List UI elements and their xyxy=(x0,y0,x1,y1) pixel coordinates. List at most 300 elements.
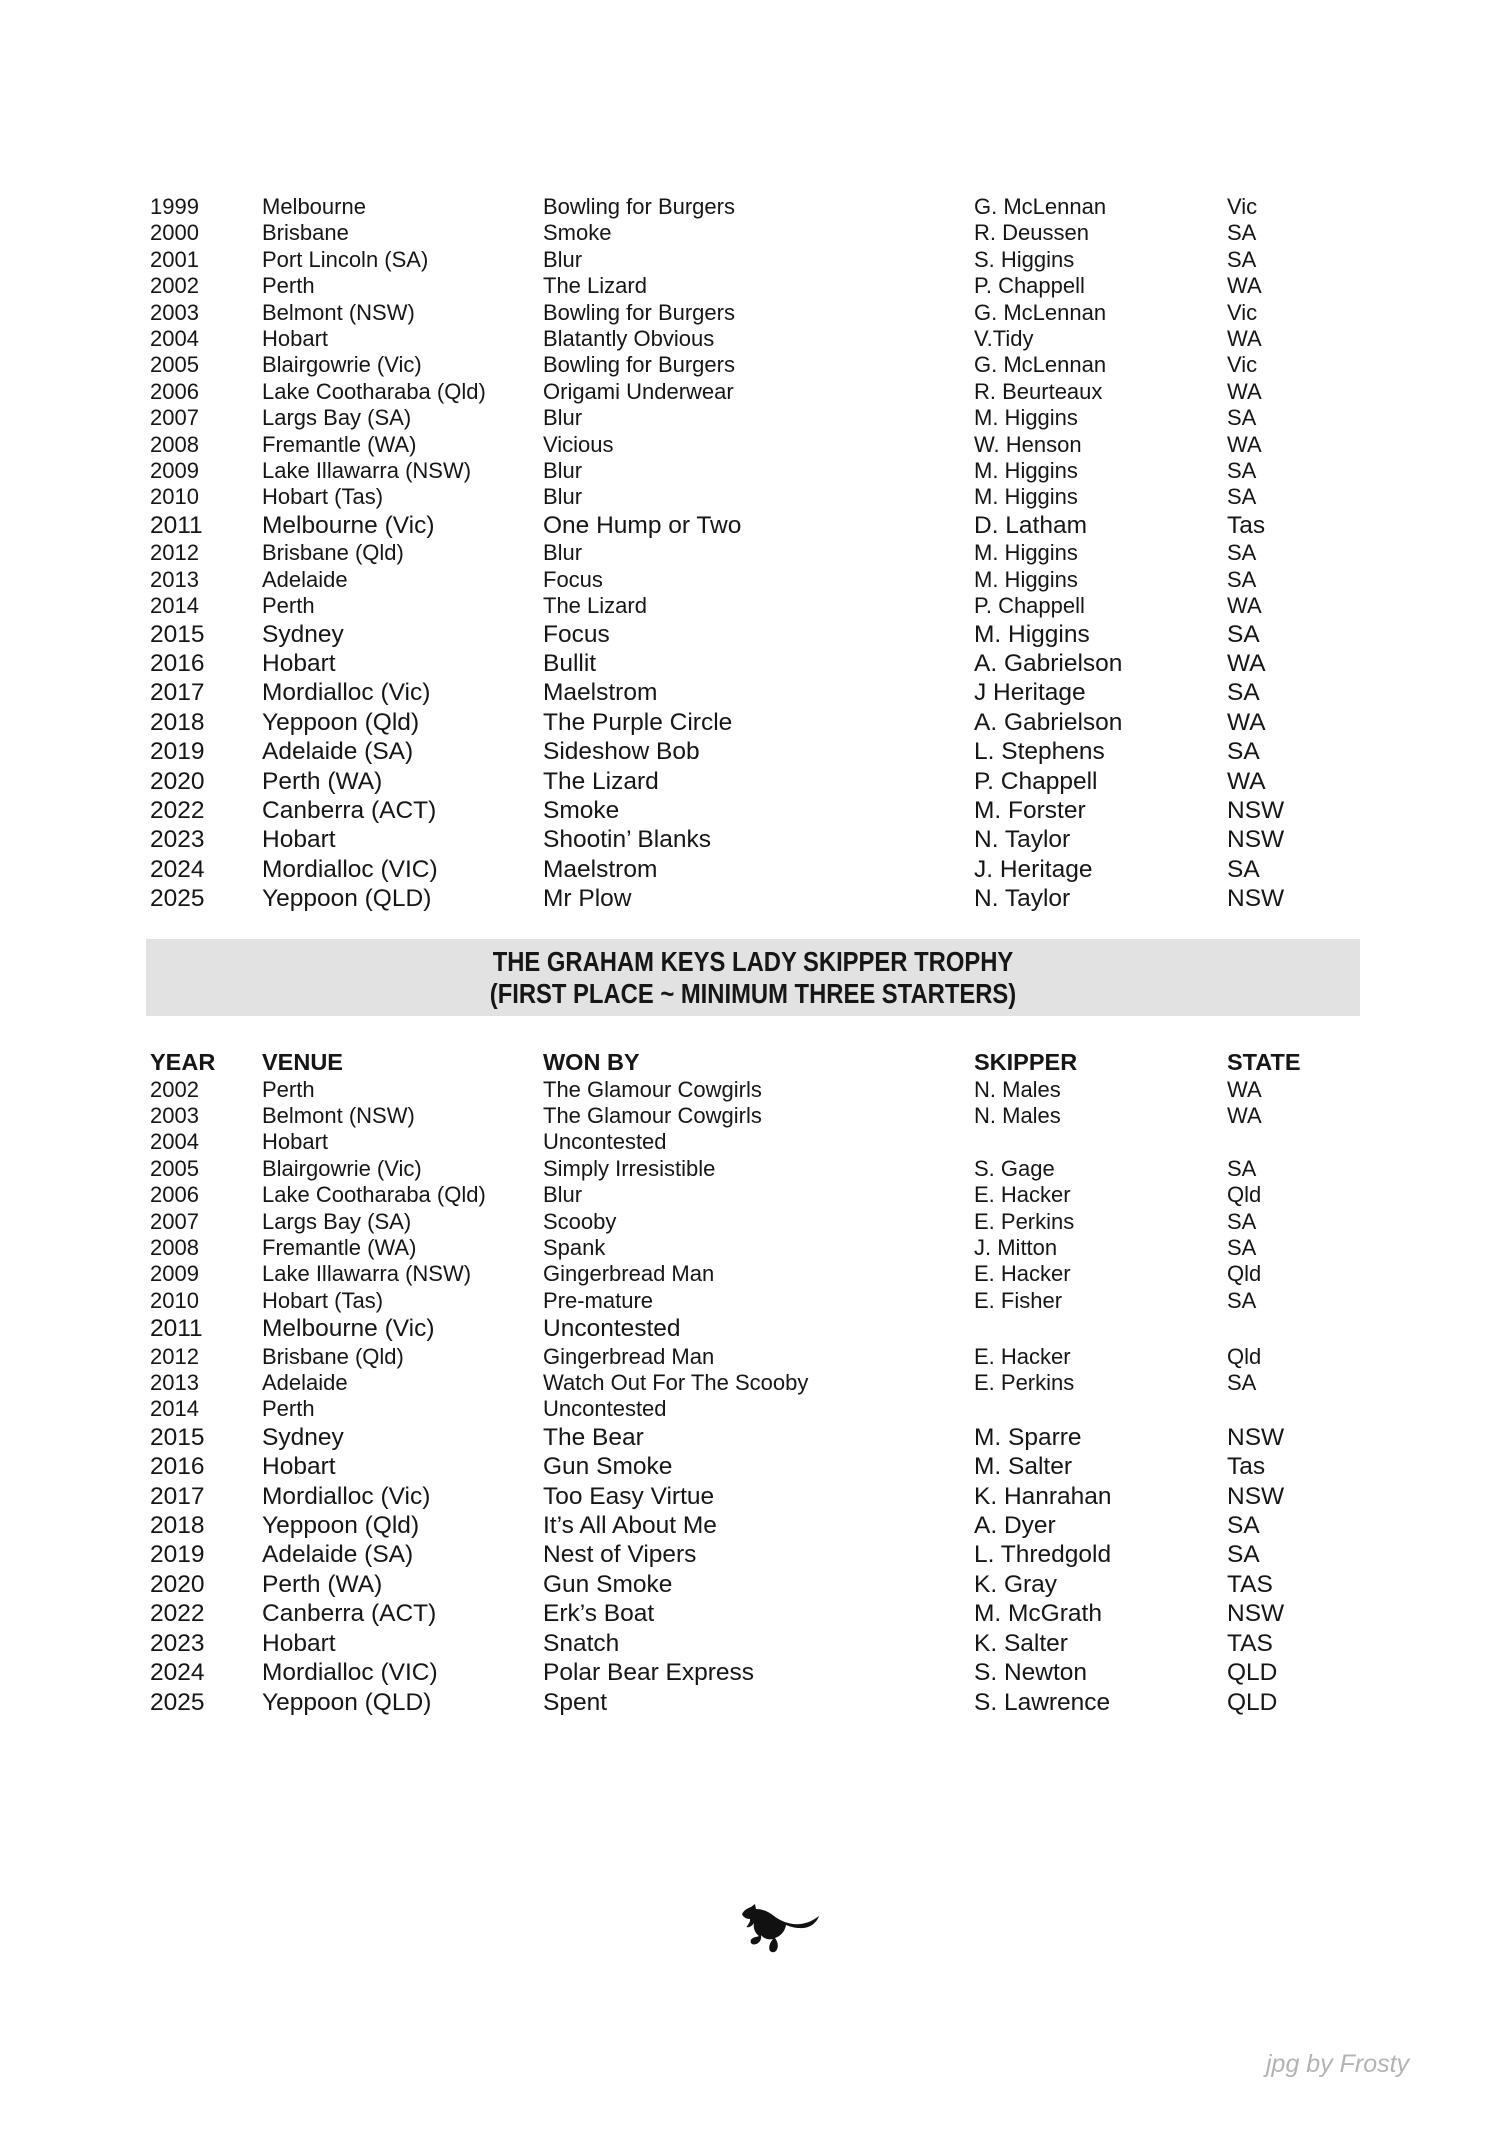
skipper-cell: N. Taylor xyxy=(974,826,1071,854)
year-cell: 2007 xyxy=(150,1208,199,1234)
table-row xyxy=(150,326,1360,352)
skipper-cell: S. Gage xyxy=(974,1155,1055,1181)
table-row xyxy=(150,1077,1360,1103)
skipper-cell: E. Perkins xyxy=(974,1208,1075,1234)
year-cell: 2009 xyxy=(150,458,199,484)
state-cell: SA xyxy=(1227,246,1257,272)
table-row xyxy=(150,247,1360,273)
state-cell: SA xyxy=(1227,540,1257,566)
year-cell: 2018 xyxy=(150,708,205,736)
table-row xyxy=(150,796,1360,825)
won-by-cell: Bowling for Burgers xyxy=(543,194,735,219)
table-row xyxy=(150,194,1360,220)
venue-cell: Brisbane (Qld) xyxy=(262,1343,404,1369)
won-by-cell: Blur xyxy=(543,246,583,272)
venue-cell: Perth xyxy=(262,593,315,619)
won-by-cell: Smoke xyxy=(543,220,612,246)
venue-cell: Brisbane (Qld) xyxy=(262,540,404,566)
venue-cell: Melbourne (Vic) xyxy=(262,511,435,539)
venue-cell: Belmont (NSW) xyxy=(262,299,415,325)
won-by-cell: Gingerbread Man xyxy=(543,1343,715,1369)
skipper-cell: J. Mitton xyxy=(974,1235,1058,1260)
won-by-column-header: WON BY xyxy=(543,1048,640,1075)
state-cell: SA xyxy=(1227,855,1260,883)
venue-cell: Perth (WA) xyxy=(262,1570,383,1598)
skipper-cell: M. Higgins xyxy=(974,620,1090,648)
venue-cell: Hobart (Tas) xyxy=(262,484,384,510)
venue-cell: Largs Bay (SA) xyxy=(262,1208,412,1234)
skipper-cell: M. Higgins xyxy=(974,540,1078,566)
state-cell: SA xyxy=(1227,1512,1260,1540)
year-cell: 2017 xyxy=(150,1482,205,1510)
table-row xyxy=(150,1288,1360,1314)
year-cell: 2007 xyxy=(150,405,199,431)
skipper-cell: P. Chappell xyxy=(974,593,1085,619)
year-cell: 2001 xyxy=(150,246,199,272)
venue-cell: Adelaide xyxy=(262,1370,348,1396)
table-row xyxy=(150,737,1360,766)
state-cell: QLD xyxy=(1227,1688,1278,1716)
table-row xyxy=(150,484,1360,510)
skipper-cell: M. Higgins xyxy=(974,566,1078,592)
won-by-cell: Gingerbread Man xyxy=(543,1261,715,1287)
table-row xyxy=(150,1235,1360,1261)
state-cell: NSW xyxy=(1227,826,1285,854)
skipper-cell: A. Dyer xyxy=(974,1512,1056,1540)
won-by-cell: Gun Smoke xyxy=(543,1453,673,1481)
skipper-cell: P. Chappell xyxy=(974,273,1085,299)
year-cell: 2004 xyxy=(150,326,199,352)
state-cell: NSW xyxy=(1227,1482,1285,1510)
state-cell: SA xyxy=(1227,1235,1257,1260)
state-cell: TAS xyxy=(1227,1570,1273,1598)
venue-cell: Yeppoon (QLD) xyxy=(262,1688,432,1716)
year-cell: 2025 xyxy=(150,1688,205,1716)
venue-cell: Adelaide (SA) xyxy=(262,738,414,766)
year-cell: 2023 xyxy=(150,826,205,854)
skipper-cell: A. Gabrielson xyxy=(974,708,1123,736)
skipper-cell: J. Heritage xyxy=(974,855,1093,883)
year-cell: 2010 xyxy=(150,1287,199,1313)
won-by-cell: Scooby xyxy=(543,1208,617,1234)
table-row xyxy=(150,1658,1360,1687)
state-cell xyxy=(1227,1314,1360,1343)
won-by-cell: Bowling for Burgers xyxy=(543,299,735,325)
state-cell: NSW xyxy=(1227,885,1285,913)
skipper-cell: A. Gabrielson xyxy=(974,649,1123,677)
venue-cell: Blairgowrie (Vic) xyxy=(262,1155,422,1181)
won-by-cell: The Lizard xyxy=(543,767,659,795)
table-row xyxy=(150,352,1360,378)
won-by-cell: Pre-mature xyxy=(543,1287,654,1313)
won-by-cell: Blatantly Obvious xyxy=(543,326,715,352)
won-by-cell: Watch Out For The Scooby xyxy=(543,1370,809,1396)
venue-cell: Yeppoon (Qld) xyxy=(262,1512,420,1540)
venue-cell: Hobart xyxy=(262,1129,329,1155)
venue-cell: Hobart xyxy=(262,326,329,352)
year-cell: 2006 xyxy=(150,1182,199,1208)
won-by-cell: Too Easy Virtue xyxy=(543,1482,715,1510)
table-row xyxy=(150,1314,1360,1343)
state-cell: SA xyxy=(1227,484,1257,510)
venue-cell: Lake Cootharaba (Qld) xyxy=(262,378,486,404)
venue-cell: Hobart xyxy=(262,1629,336,1657)
venue-cell: Yeppoon (Qld) xyxy=(262,708,420,736)
year-cell: 2023 xyxy=(150,1629,205,1657)
table-row xyxy=(150,1370,1360,1396)
won-by-cell: Spent xyxy=(543,1688,608,1716)
won-by-cell: Origami Underwear xyxy=(543,378,734,404)
state-cell: Qld xyxy=(1227,1261,1262,1287)
skipper-cell: D. Latham xyxy=(974,511,1088,539)
year-cell: 2020 xyxy=(150,1570,205,1598)
state-cell: SA xyxy=(1227,220,1257,246)
table-row xyxy=(150,567,1360,593)
table-row xyxy=(150,273,1360,299)
table-row xyxy=(150,884,1360,913)
won-by-cell: Uncontested xyxy=(543,1129,667,1155)
venue-cell: Mordialloc (Vic) xyxy=(262,1482,431,1510)
state-cell: NSW xyxy=(1227,1600,1285,1628)
skipper-cell: R. Deussen xyxy=(974,220,1089,246)
state-cell: SA xyxy=(1227,1541,1260,1569)
year-cell: 2017 xyxy=(150,679,205,707)
skipper-cell: M. Higgins xyxy=(974,405,1078,431)
venue-cell: Sydney xyxy=(262,620,344,648)
trophy-banner xyxy=(146,939,1360,1016)
year-cell: 1999 xyxy=(150,194,199,219)
year-cell: 2024 xyxy=(150,1659,205,1687)
won-by-cell: Nest of Vipers xyxy=(543,1541,697,1569)
won-by-cell: Gun Smoke xyxy=(543,1570,673,1598)
skipper-column-header: SKIPPER xyxy=(974,1048,1078,1075)
venue-cell: Melbourne (Vic) xyxy=(262,1315,435,1343)
year-cell: 2024 xyxy=(150,855,205,883)
venue-cell: Mordialloc (VIC) xyxy=(262,855,438,883)
year-cell: 2014 xyxy=(150,1396,199,1422)
year-cell: 2020 xyxy=(150,767,205,795)
state-cell: WA xyxy=(1227,708,1266,736)
table-row xyxy=(150,1423,1360,1452)
kangaroo-icon xyxy=(737,1903,819,1955)
won-by-cell: One Hump or Two xyxy=(543,511,742,539)
venue-cell: Perth xyxy=(262,273,315,299)
table-row xyxy=(150,649,1360,678)
won-by-cell: Uncontested xyxy=(543,1396,667,1422)
won-by-cell: Snatch xyxy=(543,1629,620,1657)
won-by-cell: Blur xyxy=(543,458,583,484)
skipper-cell: G. McLennan xyxy=(974,194,1107,219)
year-cell: 2011 xyxy=(150,511,203,539)
won-by-cell: Spank xyxy=(543,1235,606,1260)
won-by-cell: Focus xyxy=(543,620,610,648)
state-cell: WA xyxy=(1227,767,1266,795)
state-column-header: STATE xyxy=(1227,1048,1301,1075)
state-cell xyxy=(1227,1396,1360,1422)
skipper-cell: G. McLennan xyxy=(974,299,1107,325)
year-cell: 2022 xyxy=(150,796,205,824)
trophy-banner-title: THE GRAHAM KEYS LADY SKIPPER TROPHY xyxy=(492,945,1014,977)
venue-column-header: VENUE xyxy=(262,1048,343,1075)
won-by-cell: Polar Bear Express xyxy=(543,1659,755,1687)
skipper-cell: S. Higgins xyxy=(974,246,1075,272)
year-cell: 2010 xyxy=(150,484,199,510)
won-by-cell: The Glamour Cowgirls xyxy=(543,1076,762,1102)
table-row xyxy=(150,300,1360,326)
year-cell: 2000 xyxy=(150,220,199,246)
state-cell: SA xyxy=(1227,405,1257,431)
venue-cell: Yeppoon (QLD) xyxy=(262,885,432,913)
won-by-cell: Simply Irresistible xyxy=(543,1155,716,1181)
table-row xyxy=(150,1540,1360,1569)
won-by-cell: Focus xyxy=(543,566,603,592)
won-by-cell: Vicious xyxy=(543,431,614,457)
skipper-cell xyxy=(974,1396,1227,1422)
skipper-cell: L. Thredgold xyxy=(974,1541,1112,1569)
skipper-cell xyxy=(974,1314,1227,1343)
venue-cell: Hobart (Tas) xyxy=(262,1287,384,1313)
year-cell: 2008 xyxy=(150,431,199,457)
venue-cell: Canberra (ACT) xyxy=(262,796,437,824)
watermark-credit: jpg by Frosty xyxy=(1266,2050,1410,2078)
won-by-cell: Maelstrom xyxy=(543,679,658,707)
won-by-cell: Maelstrom xyxy=(543,855,658,883)
table-row xyxy=(150,678,1360,707)
table-row xyxy=(150,1452,1360,1481)
skipper-cell xyxy=(974,1129,1227,1155)
table-row xyxy=(150,825,1360,854)
year-cell: 2003 xyxy=(150,1102,199,1128)
state-cell: WA xyxy=(1227,1076,1262,1102)
venue-cell: Hobart xyxy=(262,826,336,854)
won-by-cell: The Lizard xyxy=(543,593,647,619)
year-cell: 2025 xyxy=(150,885,205,913)
year-cell: 2005 xyxy=(150,352,199,378)
state-cell xyxy=(1227,1129,1360,1155)
table-row xyxy=(150,379,1360,405)
state-cell: SA xyxy=(1227,1370,1257,1396)
venue-cell: Adelaide xyxy=(262,566,348,592)
year-cell: 2005 xyxy=(150,1155,199,1181)
skipper-cell: K. Hanrahan xyxy=(974,1482,1112,1510)
state-cell: WA xyxy=(1227,649,1266,677)
table-row xyxy=(150,1156,1360,1182)
state-cell: WA xyxy=(1227,431,1262,457)
table-row xyxy=(150,708,1360,737)
year-cell: 2019 xyxy=(150,1541,205,1569)
year-cell: 2013 xyxy=(150,566,199,592)
state-cell: Vic xyxy=(1227,352,1258,378)
state-cell: SA xyxy=(1227,1287,1257,1313)
skipper-cell: N. Males xyxy=(974,1102,1061,1128)
won-by-cell: It’s All About Me xyxy=(543,1512,717,1540)
state-cell: WA xyxy=(1227,593,1262,619)
year-cell: 2012 xyxy=(150,540,199,566)
won-by-cell: Smoke xyxy=(543,796,620,824)
venue-cell: Mordialloc (VIC) xyxy=(262,1659,438,1687)
state-cell: QLD xyxy=(1227,1659,1278,1687)
state-cell: SA xyxy=(1227,566,1257,592)
table-row xyxy=(150,620,1360,649)
table-row xyxy=(150,458,1360,484)
skipper-cell: S. Newton xyxy=(974,1659,1088,1687)
won-by-cell: The Lizard xyxy=(543,273,647,299)
skipper-cell: M. Sparre xyxy=(974,1423,1082,1451)
table-row xyxy=(150,593,1360,619)
venue-cell: Fremantle (WA) xyxy=(262,1235,417,1260)
state-cell: SA xyxy=(1227,679,1260,707)
skipper-cell: M. Higgins xyxy=(974,458,1078,484)
venue-cell: Hobart xyxy=(262,649,336,677)
skipper-cell: M. Forster xyxy=(974,796,1086,824)
won-by-cell: Mr Plow xyxy=(543,885,632,913)
year-cell: 2011 xyxy=(150,1315,203,1343)
venue-cell: Hobart xyxy=(262,1453,336,1481)
year-cell: 2019 xyxy=(150,738,205,766)
year-cell: 2014 xyxy=(150,593,199,619)
trophy-banner-subtitle: (FIRST PLACE ~ MINIMUM THREE STARTERS) xyxy=(489,977,1017,1009)
year-cell: 2009 xyxy=(150,1261,199,1287)
skipper-cell: E. Hacker xyxy=(974,1261,1071,1287)
table-row xyxy=(150,220,1360,246)
page-content xyxy=(146,0,1360,1717)
state-cell: NSW xyxy=(1227,796,1285,824)
venue-cell: Lake Cootharaba (Qld) xyxy=(262,1182,486,1208)
year-cell: 2003 xyxy=(150,299,199,325)
state-cell: SA xyxy=(1227,1208,1257,1234)
skipper-cell: W. Henson xyxy=(974,431,1082,457)
venue-cell: Sydney xyxy=(262,1423,344,1451)
venue-cell: Perth xyxy=(262,1076,315,1102)
year-cell: 2004 xyxy=(150,1129,199,1155)
lady-skipper-results-table xyxy=(146,1049,1360,1717)
skipper-cell: R. Beurteaux xyxy=(974,378,1103,404)
table-row xyxy=(150,540,1360,566)
year-cell: 2016 xyxy=(150,1453,205,1481)
state-cell: Tas xyxy=(1227,1453,1266,1481)
year-cell: 2012 xyxy=(150,1343,199,1369)
state-cell: Qld xyxy=(1227,1343,1262,1369)
state-cell: NSW xyxy=(1227,1423,1285,1451)
year-cell: 2008 xyxy=(150,1235,199,1260)
venue-cell: Lake Illawarra (NSW) xyxy=(262,1261,472,1287)
won-by-cell: Shootin’ Blanks xyxy=(543,826,711,854)
skipper-cell: E. Fisher xyxy=(974,1287,1063,1313)
state-cell: TAS xyxy=(1227,1629,1273,1657)
won-by-cell: The Glamour Cowgirls xyxy=(543,1102,762,1128)
venue-cell: Mordialloc (Vic) xyxy=(262,679,431,707)
skipper-cell: N. Taylor xyxy=(974,885,1071,913)
table-row xyxy=(150,1182,1360,1208)
year-cell: 2015 xyxy=(150,1423,205,1451)
table-row xyxy=(150,1688,1360,1717)
skipper-cell: M. McGrath xyxy=(974,1600,1102,1628)
won-by-cell: Bowling for Burgers xyxy=(543,352,735,378)
table-row xyxy=(150,1344,1360,1370)
venue-cell: Blairgowrie (Vic) xyxy=(262,352,422,378)
venue-cell: Lake Illawarra (NSW) xyxy=(262,458,472,484)
skipper-cell: K. Salter xyxy=(974,1629,1068,1657)
state-cell: Qld xyxy=(1227,1182,1262,1208)
state-cell: WA xyxy=(1227,326,1262,352)
table-row xyxy=(150,1261,1360,1287)
year-cell: 2015 xyxy=(150,620,205,648)
won-by-cell: Uncontested xyxy=(543,1315,681,1343)
table-row xyxy=(150,1482,1360,1511)
skipper-cell: E. Hacker xyxy=(974,1343,1071,1369)
skipper-cell: E. Perkins xyxy=(974,1370,1075,1396)
year-column-header: YEAR xyxy=(150,1048,216,1075)
state-cell: Vic xyxy=(1227,299,1258,325)
table-row xyxy=(150,1209,1360,1235)
venue-cell: Fremantle (WA) xyxy=(262,431,417,457)
table-row xyxy=(150,1511,1360,1540)
table-row xyxy=(150,767,1360,796)
table-row xyxy=(150,405,1360,431)
state-cell: WA xyxy=(1227,378,1262,404)
venue-cell: Adelaide (SA) xyxy=(262,1541,414,1569)
venue-cell: Belmont (NSW) xyxy=(262,1102,415,1128)
state-cell: SA xyxy=(1227,1155,1257,1181)
venue-cell: Port Lincoln (SA) xyxy=(262,246,429,272)
won-by-cell: Sideshow Bob xyxy=(543,738,700,766)
skipper-cell: N. Males xyxy=(974,1076,1061,1102)
table-row xyxy=(150,855,1360,884)
skipper-cell: M. Higgins xyxy=(974,484,1078,510)
state-cell: Vic xyxy=(1227,194,1258,219)
year-cell: 2022 xyxy=(150,1600,205,1628)
state-cell: SA xyxy=(1227,738,1260,766)
skipper-cell: J Heritage xyxy=(974,679,1086,707)
won-by-cell: Blur xyxy=(543,484,583,510)
won-by-cell: Blur xyxy=(543,540,583,566)
state-cell: SA xyxy=(1227,458,1257,484)
venue-cell: Largs Bay (SA) xyxy=(262,405,412,431)
year-cell: 2018 xyxy=(150,1512,205,1540)
table-row xyxy=(150,432,1360,458)
skipper-cell: M. Salter xyxy=(974,1453,1073,1481)
state-cell: SA xyxy=(1227,620,1260,648)
skipper-cell: K. Gray xyxy=(974,1570,1058,1598)
year-cell: 2013 xyxy=(150,1370,199,1396)
table-row xyxy=(150,1629,1360,1658)
skipper-cell: P. Chappell xyxy=(974,767,1098,795)
year-cell: 2002 xyxy=(150,1076,199,1102)
continued-results-table xyxy=(146,194,1360,914)
year-cell: 2002 xyxy=(150,273,199,299)
state-cell: Tas xyxy=(1227,511,1266,539)
state-cell: WA xyxy=(1227,273,1262,299)
skipper-cell: V.Tidy xyxy=(974,326,1034,352)
year-cell: 2006 xyxy=(150,378,199,404)
venue-cell: Brisbane xyxy=(262,220,349,246)
won-by-cell: Bullit xyxy=(543,649,597,677)
venue-cell: Perth (WA) xyxy=(262,767,383,795)
table-row xyxy=(150,1599,1360,1628)
venue-cell: Perth xyxy=(262,1396,315,1422)
table-row xyxy=(150,1103,1360,1129)
year-cell: 2016 xyxy=(150,649,205,677)
venue-cell: Melbourne xyxy=(262,194,366,219)
state-cell: WA xyxy=(1227,1102,1262,1128)
table-row xyxy=(150,1570,1360,1599)
won-by-cell: The Purple Circle xyxy=(543,708,733,736)
table-row xyxy=(150,511,1360,540)
won-by-cell: The Bear xyxy=(543,1423,644,1451)
won-by-cell: Blur xyxy=(543,1182,583,1208)
table-header-row xyxy=(150,1049,1360,1076)
table-row xyxy=(150,1396,1360,1422)
